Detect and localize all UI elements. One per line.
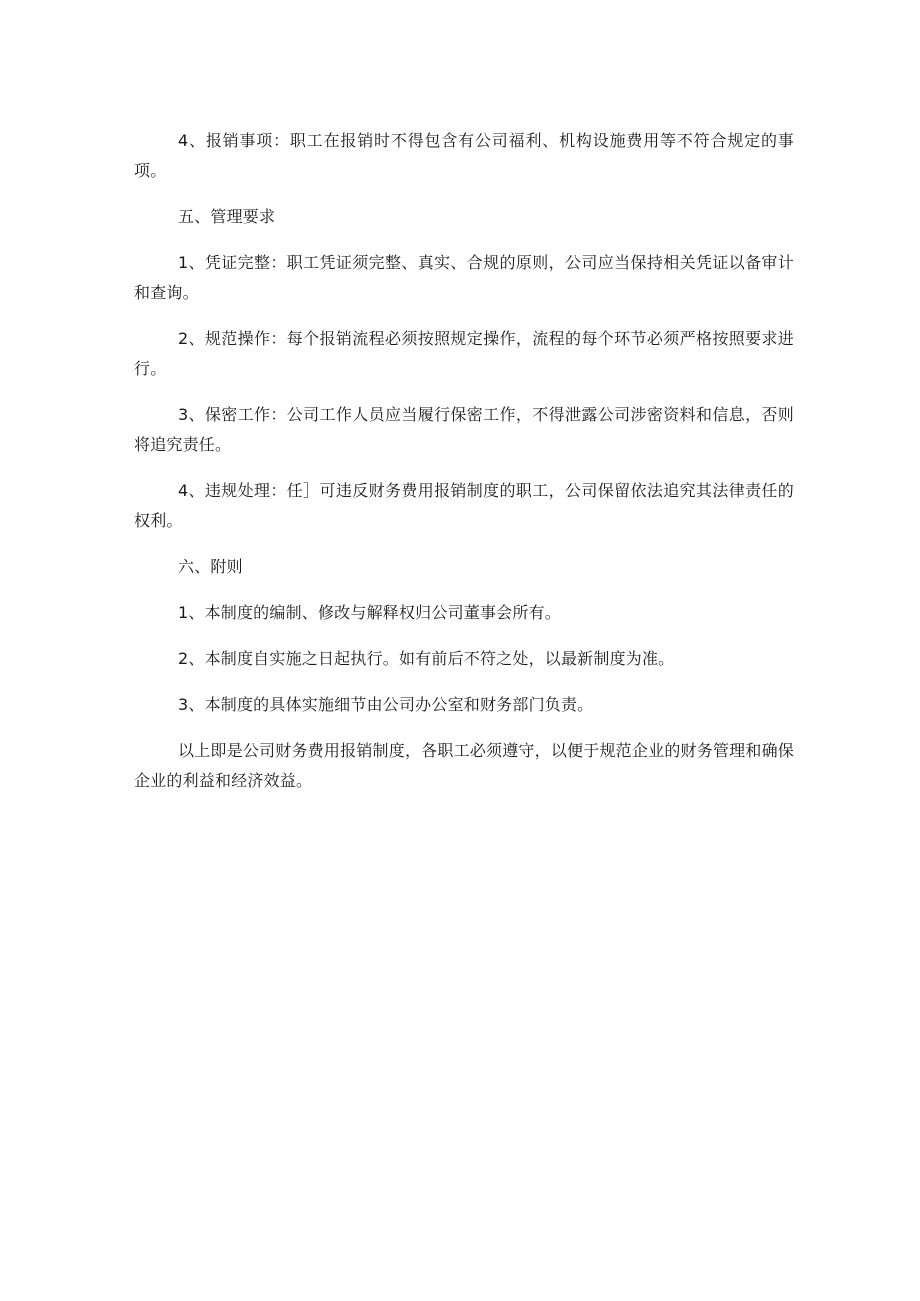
paragraph-confidentiality: 3、保密工作：公司工作人员应当履行保密工作，不得泄露公司涉密资料和信息，否则将追究责任。: [134, 405, 794, 454]
paragraph-reimbursement-items: 4、报销事项：职工在报销时不得包含有公司福利、机构设施费用等不符合规定的事项。: [134, 131, 794, 180]
document-body: [134, 126, 794, 812]
paragraph-conclusion: 以上即是公司财务费用报销制度，各职工必须遵守，以便于规范企业的财务管理和确保企业的利益和经济效益。: [134, 741, 794, 790]
paragraph-standard-operation: 2、规范操作：每个报销流程必须按照规定操作，流程的每个环节必须严格按照要求进行。: [134, 329, 794, 378]
paragraph-effective-date: 2、本制度自实施之日起执行。如有前后不符之处，以最新制度为准。: [178, 649, 675, 668]
paragraph-interpretation-rights: 1、本制度的编制、修改与解释权归公司董事会所有。: [178, 603, 561, 622]
section-heading-management-requirements: 五、管理要求: [178, 207, 276, 226]
paragraph-implementation-details: 3、本制度的具体实施细节由公司办公室和财务部门负责。: [178, 695, 594, 714]
section-heading-supplementary-provisions: 六、附则: [178, 557, 243, 576]
paragraph-voucher-completeness: 1、凭证完整：职工凭证须完整、真实、合规的原则，公司应当保持相关凭证以备审计和查询。: [134, 253, 794, 302]
paragraph-violation-handling: 4、违规处理：任］可违反财务费用报销制度的职工，公司保留依法追究其法律责任的权利。: [134, 481, 794, 530]
